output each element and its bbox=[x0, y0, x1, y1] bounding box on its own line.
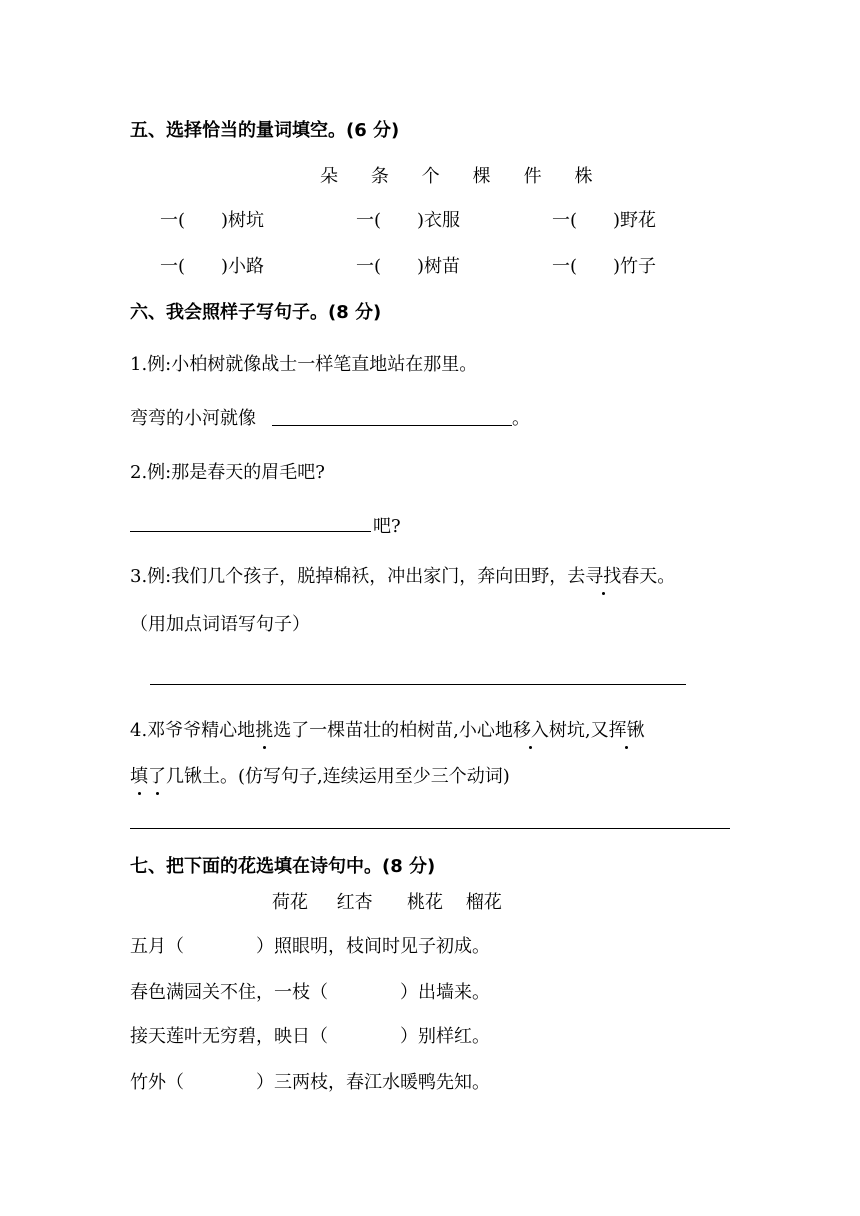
q3-answer-line[interactable] bbox=[150, 684, 686, 685]
fill-blank-item: 一( )小路 bbox=[160, 256, 265, 277]
q2-answer-line[interactable] bbox=[130, 531, 371, 532]
q1-answer-line[interactable] bbox=[272, 425, 512, 426]
fill-blank-item: 一( )竹子 bbox=[552, 256, 657, 277]
poem-line: 接天莲叶无穷碧，映日（ ）别样红。 bbox=[130, 1026, 490, 1047]
q4-text: 几锹土。(仿写句子,连续运用至少三个动词) bbox=[166, 766, 510, 787]
q3-dotted-word: 寻找 bbox=[585, 562, 621, 588]
flower-option: 荷花 bbox=[272, 892, 308, 913]
q1-suffix: 。 bbox=[512, 408, 530, 429]
q4-dotted-word: 填 bbox=[130, 762, 148, 788]
q2-suffix: 吧? bbox=[373, 516, 401, 537]
flower-option: 桃花 bbox=[406, 892, 443, 913]
fill-blank-item: 一( )野花 bbox=[552, 210, 657, 231]
q4-text: 选了一棵苗壮的柏树苗,小心地 bbox=[273, 720, 513, 741]
fill-blank-item: 一( )树苗 bbox=[356, 256, 461, 277]
q4-text-line1 bbox=[130, 716, 645, 742]
q4-text: 树坑,又 bbox=[548, 720, 609, 741]
section5-title: 五、选择恰当的量词填空。(6 分) bbox=[130, 120, 400, 141]
q3-text: 3.例:我们几个孩子，脱掉棉袄，冲出家门，奔向田野，去 bbox=[130, 566, 586, 587]
q4-dotted-word: 挑 bbox=[255, 716, 273, 742]
poem-line: 竹外（ ）三两枝，春江水暖鸭先知。 bbox=[130, 1072, 490, 1093]
flower-option: 榴花 bbox=[465, 892, 502, 913]
q4-dotted-word: 移入 bbox=[513, 716, 549, 742]
q4-text: 4.邓爷爷精心地 bbox=[130, 720, 256, 741]
flower-word-bank bbox=[272, 888, 502, 914]
q4-answer-line[interactable] bbox=[130, 828, 730, 829]
word-option: 件 bbox=[523, 166, 544, 187]
poem-line: 五月（ ）照眼明，枝间时见子初成。 bbox=[130, 936, 490, 957]
word-option: 朵 bbox=[320, 166, 340, 187]
section7-title: 七、把下面的花选填在诗句中。(8 分) bbox=[130, 856, 436, 877]
poem-line: 春色满园关不住，一枝（ ）出墙来。 bbox=[130, 982, 490, 1003]
q4-text-line2 bbox=[130, 762, 510, 788]
word-option: 棵 bbox=[472, 166, 493, 187]
q3-text: 春天。 bbox=[621, 566, 676, 587]
q1-example: 1.例:小柏树就像战士一样笔直地站在那里。 bbox=[130, 354, 478, 375]
section5-word-bank bbox=[320, 162, 594, 188]
section6-title: 六、我会照样子写句子。(8 分) bbox=[130, 302, 382, 323]
flower-option: 红杏 bbox=[336, 892, 373, 913]
word-option: 条 bbox=[370, 166, 391, 187]
word-option: 个 bbox=[421, 166, 442, 187]
q4-dotted-word: 挥锹 bbox=[609, 716, 645, 742]
q3-note: （用加点词语写句子） bbox=[130, 614, 310, 635]
word-option: 株 bbox=[574, 166, 595, 187]
q3-example bbox=[130, 562, 675, 588]
fill-blank-item: 一( )衣服 bbox=[356, 210, 461, 231]
q1-prefix: 弯弯的小河就像 bbox=[130, 408, 256, 429]
q2-example: 2.例:那是春天的眉毛吧? bbox=[130, 462, 325, 483]
q4-dotted-word: 了 bbox=[148, 762, 166, 788]
fill-blank-item: 一( )树坑 bbox=[160, 210, 265, 231]
